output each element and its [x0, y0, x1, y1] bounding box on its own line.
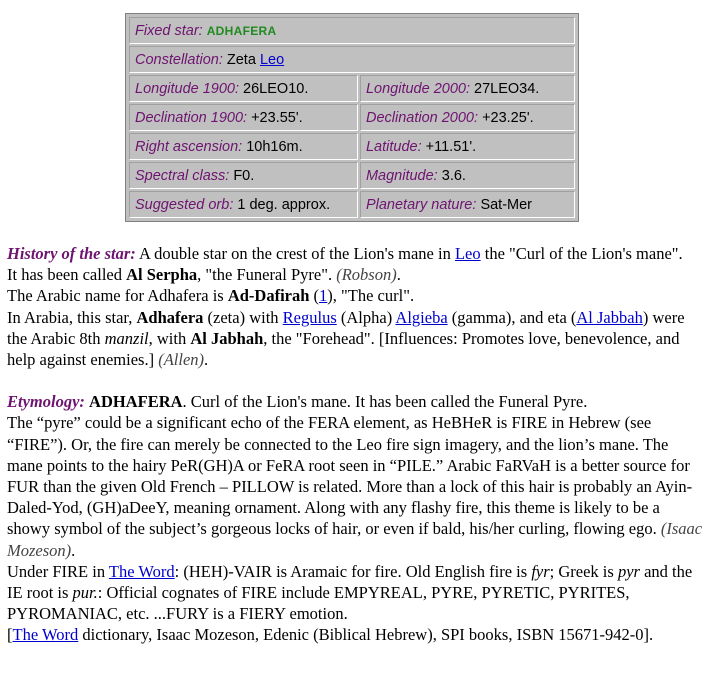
text: The Arabic name for Adhafera is	[7, 286, 228, 306]
text: and the IE root is	[7, 561, 693, 603]
text: A double star on the crest of the Lion's mane in	[135, 244, 455, 263]
text: .	[71, 540, 76, 560]
paragraph-gap	[7, 370, 707, 391]
fixed-star-label: Fixed star:	[135, 23, 203, 39]
cell-value: F0.	[233, 168, 255, 184]
regulus-link[interactable]: Regulus	[282, 307, 337, 327]
magnitude-cell	[360, 162, 575, 189]
history-heading: History of the star:	[7, 244, 136, 263]
text: the "Curl of the Lion's mane".	[480, 244, 683, 263]
text: : Official cognates of FIRE include EMPYREAL, PYRE, PYRETIC, PYRITES, PYROMANIAC, etc. ...FURY is a FIERY emotion.	[7, 583, 630, 624]
text: The “pyre” could be a significant echo of the FERA element, as HeBHeR is FIRE in Hebrew (see “FIRE”). Or, the fire can merely be connected to the Leo fire sign imagery, and the lion’s mane. The mane points to the hairy PeR(GH)A or FeRA root seen in “PILE.” Arabic FaRVaH is a better source for FUR than the given Old French – PILLOW is related. More than a lock of this hair is probably an Ayin-Daled-Yod, (GH)aDeeY, meaning ornament. Along with any flashy fire, this theme is likely to be a showy symbol of the subject’s gorgeous locks of hair, or even if bald, his/her curling, flowing ego.	[7, 413, 693, 539]
bold-term: Adhafera	[136, 307, 204, 327]
cell-value: +23.25'.	[482, 110, 534, 126]
constellation-cell	[129, 46, 575, 73]
table-row	[128, 190, 576, 219]
text: , "the Funeral Pyre".	[197, 265, 337, 285]
text: . Curl of the Lion's mane. It has been called the Funeral Pyre.	[182, 392, 588, 412]
the-word-link[interactable]: The Word	[108, 561, 175, 581]
text: It has been called	[7, 265, 127, 285]
the-word-dictionary-link[interactable]: The Word	[12, 625, 79, 645]
text: Under FIRE in	[7, 561, 109, 581]
source-citation: (Robson)	[336, 265, 397, 285]
cell-value: +11.51'.	[425, 139, 477, 155]
etymology-paragraph-2	[7, 412, 707, 560]
cell-value: +23.55'.	[251, 110, 303, 126]
spectral-class-cell	[129, 162, 358, 189]
text: ; Greek is	[549, 561, 618, 581]
declination-1900-cell	[129, 104, 358, 131]
italic-term: fyr	[531, 561, 550, 581]
longitude-1900-cell	[129, 75, 358, 102]
declination-2000-cell	[360, 104, 575, 131]
cell-label: Suggested orb:	[135, 197, 234, 213]
table-row	[128, 74, 576, 103]
history-paragraph-1	[7, 243, 707, 264]
etymology-heading: Etymology:	[7, 392, 85, 412]
history-paragraph-2	[7, 264, 707, 285]
text: : (HEH)-VAIR is Aramaic for fire. Old English fire is	[174, 561, 532, 581]
text: .	[396, 265, 401, 285]
bold-term: Al Jabhah	[190, 328, 264, 348]
cell-value: 3.6.	[441, 168, 466, 184]
source-citation: (Allen)	[158, 350, 205, 370]
text: dictionary, Isaac Mozeson, Edenic (Biblical Hebrew), SPI books, ISBN 15671-942-0].	[78, 625, 654, 645]
text: (	[309, 286, 320, 306]
text: (zeta) with	[203, 307, 283, 327]
bold-term: Al Serpha	[126, 265, 198, 285]
history-paragraph-4	[7, 307, 707, 371]
star-info-table	[125, 13, 579, 222]
text: .	[204, 350, 209, 370]
algieba-link[interactable]: Algieba	[395, 307, 448, 327]
longitude-2000-cell	[360, 75, 575, 102]
cell-label: Right ascension:	[135, 139, 243, 155]
etymology-paragraph-3	[7, 561, 707, 625]
text: , the "Forehead". [Influences: Promotes love, benevolence, and help against enemies.]	[7, 328, 680, 370]
al-jabbah-link[interactable]: Al Jabbah	[576, 307, 643, 327]
constellation-link[interactable]: Leo	[259, 52, 285, 68]
etymology-paragraph-1	[7, 391, 707, 412]
table-row	[128, 16, 576, 45]
table-row	[128, 161, 576, 190]
cell-label: Longitude 2000:	[365, 81, 470, 97]
cell-value: 10h16m.	[246, 139, 303, 155]
footnote-link[interactable]: 1	[319, 286, 328, 306]
table-row	[128, 132, 576, 161]
cell-label: Planetary nature:	[365, 197, 477, 213]
cell-label: Declination 1900:	[135, 110, 248, 126]
text: [	[7, 625, 13, 645]
italic-term: pyr	[617, 561, 640, 581]
cell-value: 27LEO34.	[474, 81, 540, 97]
cell-label: Latitude:	[365, 139, 422, 155]
text: ) were the Arabic 8th	[7, 307, 685, 348]
etymology-paragraph-4	[7, 624, 707, 645]
bold-term: ADHAFERA	[89, 392, 183, 412]
text: ), "The curl".	[327, 286, 415, 306]
bold-term: Ad-Dafirah	[227, 286, 310, 306]
cell-label: Declination 2000:	[365, 110, 479, 126]
cell-value: 1 deg. approx.	[237, 197, 331, 213]
constellation-label: Constellation:	[135, 52, 223, 68]
cell-label: Magnitude:	[365, 168, 438, 184]
italic-term: manzil	[104, 328, 149, 348]
text: (Alpha)	[336, 307, 396, 327]
suggested-orb-cell	[129, 191, 358, 218]
text: In Arabia, this star,	[7, 307, 137, 327]
text: (gamma), and eta (	[447, 307, 577, 327]
cell-label: Spectral class:	[135, 168, 230, 184]
latitude-cell	[360, 133, 575, 160]
fixed-star-cell	[129, 17, 575, 44]
table-row	[128, 45, 576, 74]
table-row	[128, 103, 576, 132]
constellation-prefix: Zeta	[226, 52, 256, 68]
history-paragraph-3	[7, 285, 707, 306]
cell-value: 26LEO10.	[243, 81, 309, 97]
planetary-nature-cell	[360, 191, 575, 218]
fixed-star-value: ADHAFERA	[206, 24, 277, 38]
cell-value: Sat-Mer	[480, 197, 533, 213]
leo-link[interactable]: Leo	[454, 244, 481, 263]
right-ascension-cell	[129, 133, 358, 160]
cell-label: Longitude 1900:	[135, 81, 240, 97]
source-citation: (Isaac Mozeson)	[7, 519, 703, 560]
text: , with	[148, 328, 191, 348]
article-body	[7, 243, 707, 646]
italic-term: pur.	[72, 583, 98, 603]
